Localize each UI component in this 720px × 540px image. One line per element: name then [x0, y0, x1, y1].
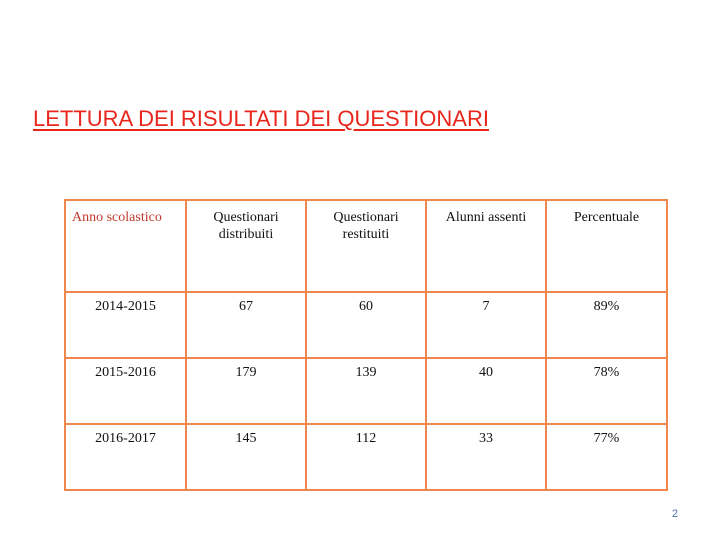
- slide-title: LETTURA DEI RISULTATI DEI QUESTIONARI: [33, 106, 489, 131]
- cell-assenti: 7: [426, 292, 546, 358]
- cell-distribuiti: 67: [186, 292, 306, 358]
- cell-percentuale: 78%: [546, 358, 667, 424]
- header-questionari-restituiti: Questionari restituiti: [306, 200, 426, 292]
- cell-distribuiti: 179: [186, 358, 306, 424]
- cell-anno: 2014-2015: [65, 292, 186, 358]
- cell-anno: 2016-2017: [65, 424, 186, 490]
- cell-restituiti: 60: [306, 292, 426, 358]
- cell-restituiti: 112: [306, 424, 426, 490]
- table-header-row: [65, 200, 667, 292]
- results-table: [64, 199, 668, 491]
- table-row: [65, 292, 667, 358]
- header-alunni-assenti: Alunni assenti: [426, 200, 546, 292]
- cell-anno: 2015-2016: [65, 358, 186, 424]
- table-row: [65, 424, 667, 490]
- cell-percentuale: 89%: [546, 292, 667, 358]
- page-number: 2: [671, 508, 678, 520]
- cell-percentuale: 77%: [546, 424, 667, 490]
- table-row: [65, 358, 667, 424]
- cell-assenti: 40: [426, 358, 546, 424]
- cell-assenti: 33: [426, 424, 546, 490]
- cell-restituiti: 139: [306, 358, 426, 424]
- header-percentuale: Percentuale: [546, 200, 667, 292]
- cell-distribuiti: 145: [186, 424, 306, 490]
- header-questionari-distribuiti: Questionari distribuiti: [186, 200, 306, 292]
- header-anno-scolastico: Anno scolastico: [65, 200, 186, 292]
